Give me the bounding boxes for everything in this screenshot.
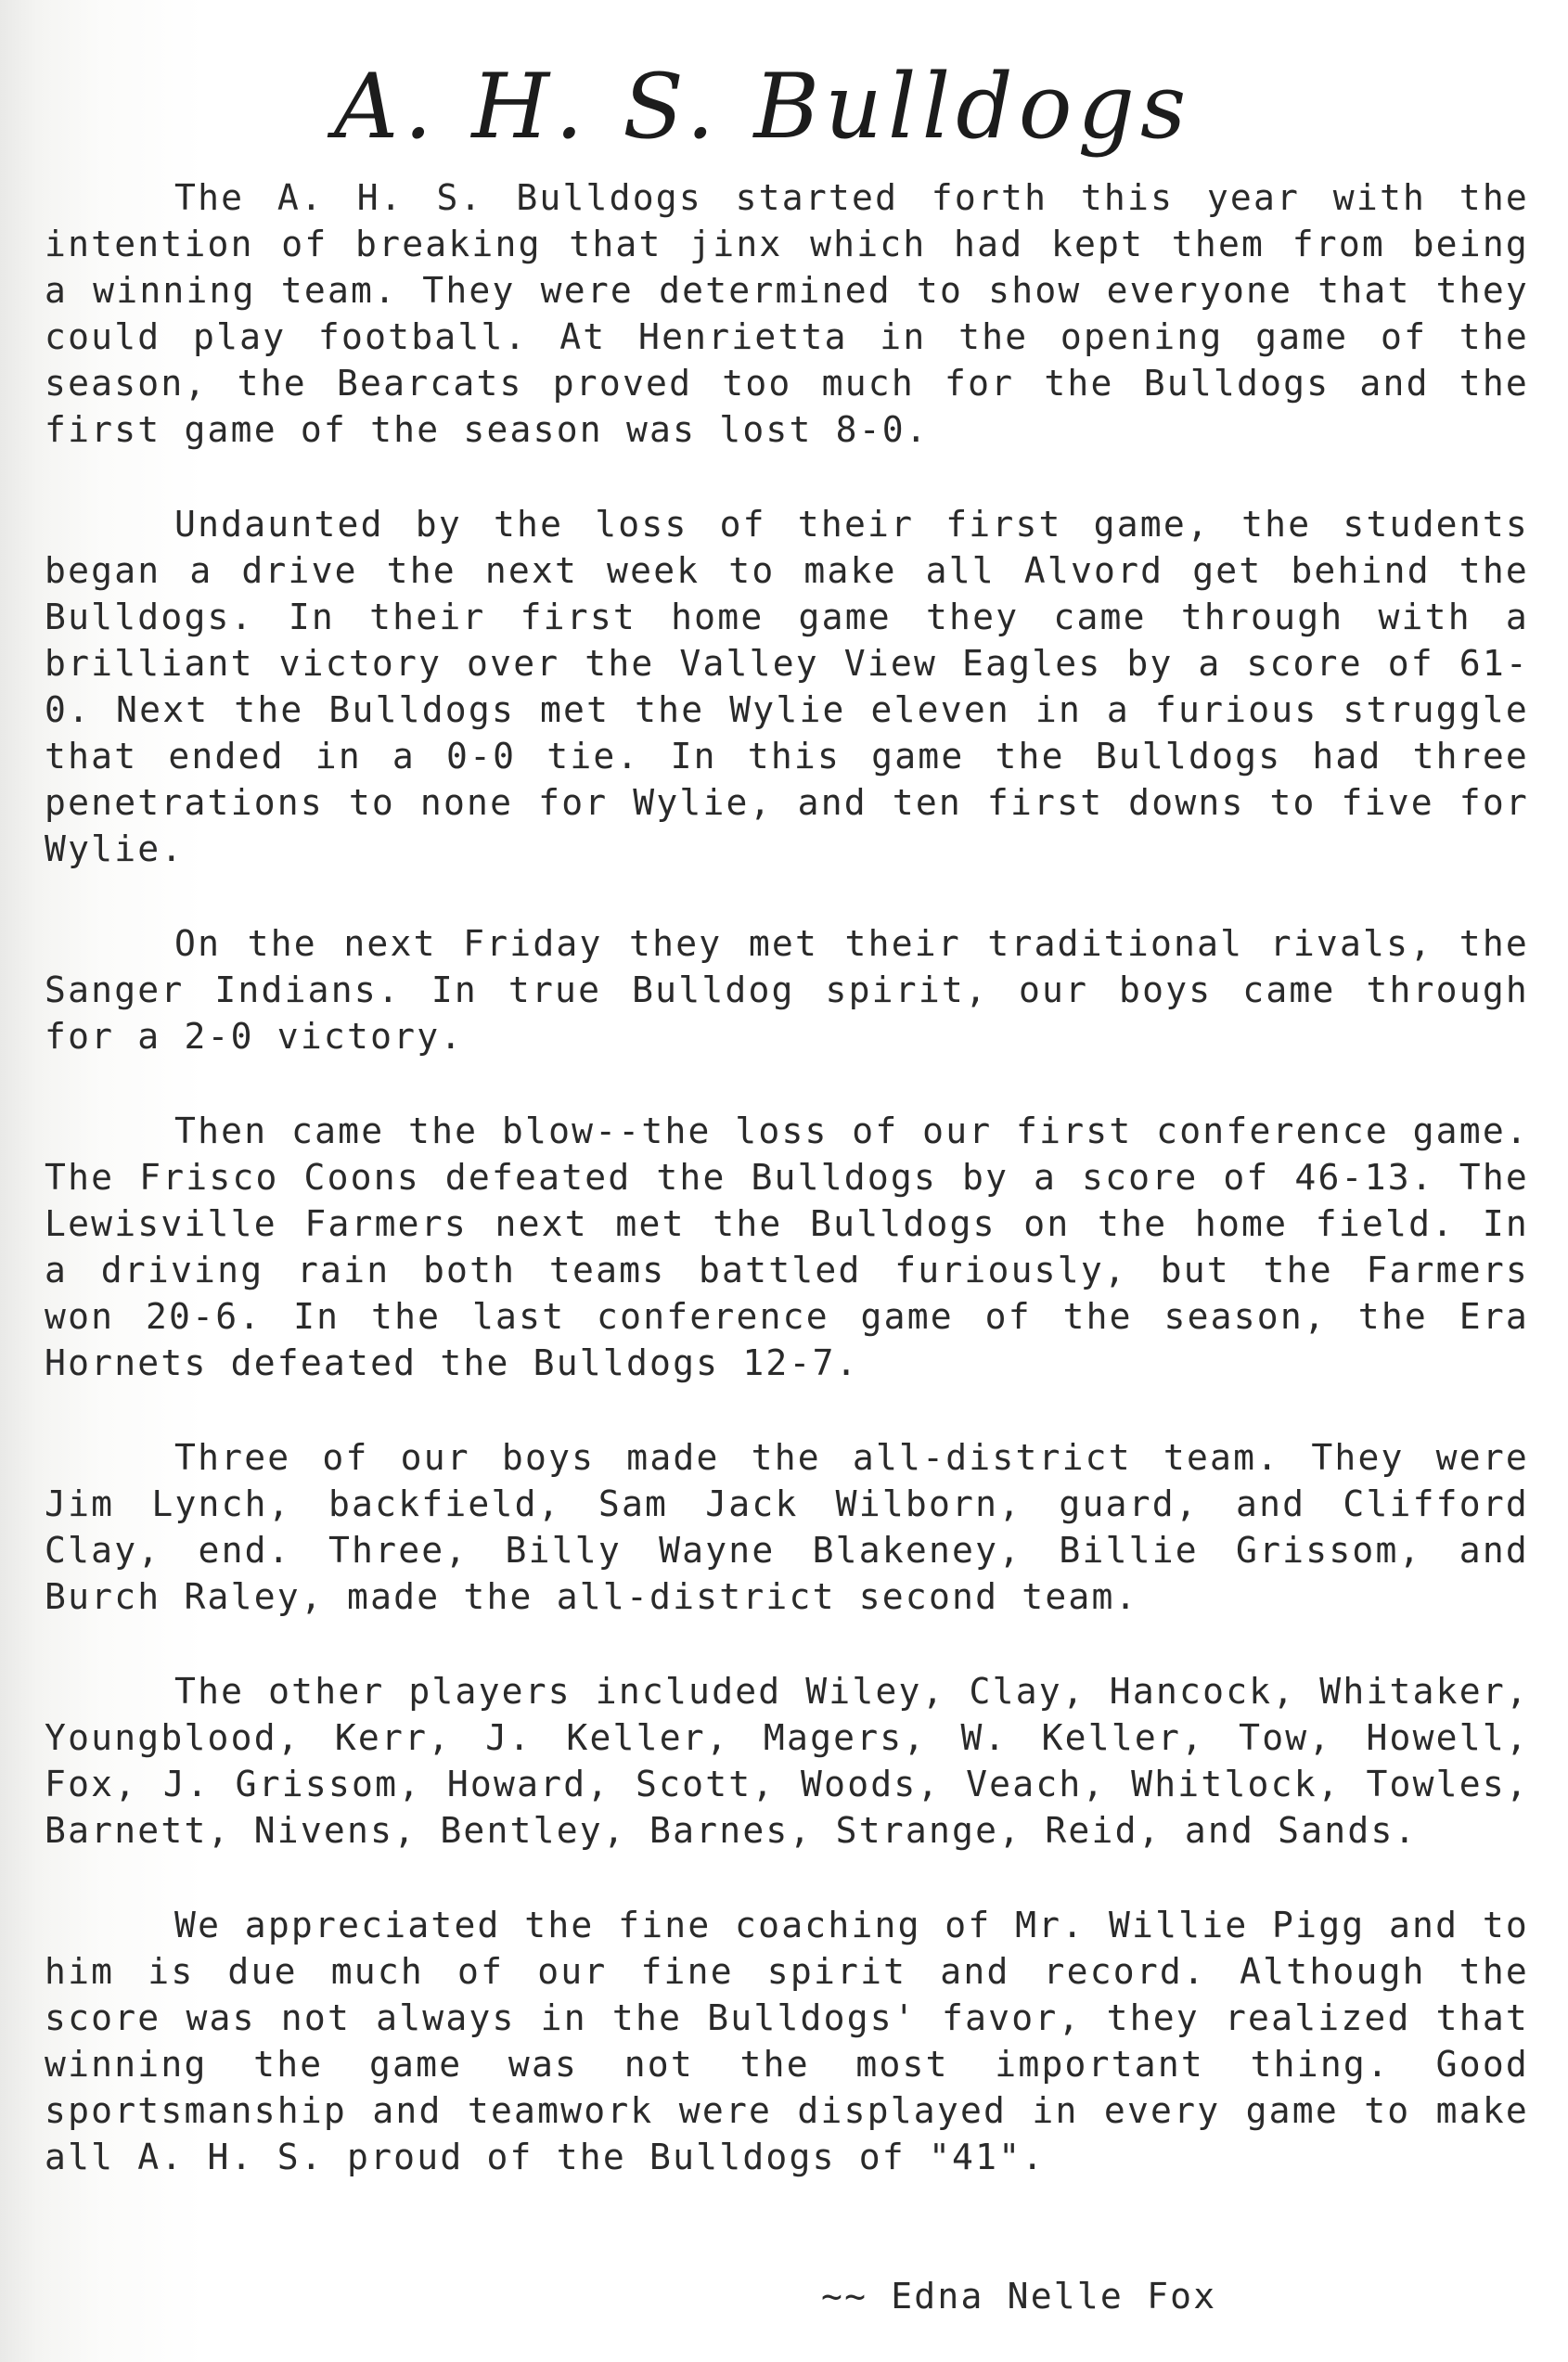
paragraph-other-players: The other players included Wiley, Clay, Hancock, Whitaker, Youngblood, Kerr, J. Keller, Magers, W. Keller, Tow, Howell, Fox, J. Grissom, Howard, Scott, Woods, Veach, Whitlock, Towles, Barnett, Nivens, Bentley, Barnes, Strange, Reid, and Sands.: [45, 1671, 1529, 1851]
paragraph-home-games: Undaunted by the loss of their first game, the students began a drive the next week to make all Alvord get behind the Bulldogs. In their first home game they came through with a brilliant victory over the Valley View Eagles by a score of 61-0. Next the Bulldogs met the Wylie eleven in a furious struggle that ended in a 0-0 tie. In this game the Bulldogs had three penetrations to none for Wylie, and ten first downs to five for Wylie.: [45, 504, 1529, 869]
paragraph-conference-games: Then came the blow--the loss of our first conference game. The Frisco Coons defeated the Bulldogs by a score of 46-13. The Lewisville Farmers next met the Bulldogs on the home field. In a driving rain both teams battled furiously, but the Farmers won 20-6. In the last conference game of the season, the Era Hornets defeated the Bulldogs 12-7.: [45, 1110, 1529, 1383]
paragraph-season-opener: The A. H. S. Bulldogs started forth this year with the intention of breaking that jinx which had kept them from being a winning team. They were determined to show everyone that they could play football. At Henrietta in the opening game of the season, the Bearcats proved too much for the Bulldogs and the first game of the season was lost 8-0.: [45, 177, 1529, 450]
article-body: [45, 174, 1529, 2228]
paragraph-coaching: We appreciated the fine coaching of Mr. Willie Pigg and to him is due much of our fine spirit and record. Although the score was not always in the Bulldogs' favor, they realized that winning the game was not the most important thing. Good sportsmanship and teamwork were displayed in every game to make all A. H. S. proud of the Bulldogs of "41".: [45, 1905, 1529, 2177]
page-title: A. H. S. Bulldogs: [334, 55, 1192, 159]
paragraph-sanger-game: On the next Friday they met their traditional rivals, the Sanger Indians. In true Bulldog spirit, our boys came through for a 2-0 victory.: [45, 923, 1529, 1057]
author-signature: ~~ Edna Nelle Fox: [821, 2276, 1217, 2317]
paragraph-all-district: Three of our boys made the all-district team. They were Jim Lynch, backfield, Sam Jack Wilborn, guard, and Clifford Clay, end. Three, Billy Wayne Blakeney, Billie Grissom, and Burch Raley, made the all-district second team.: [45, 1437, 1529, 1617]
